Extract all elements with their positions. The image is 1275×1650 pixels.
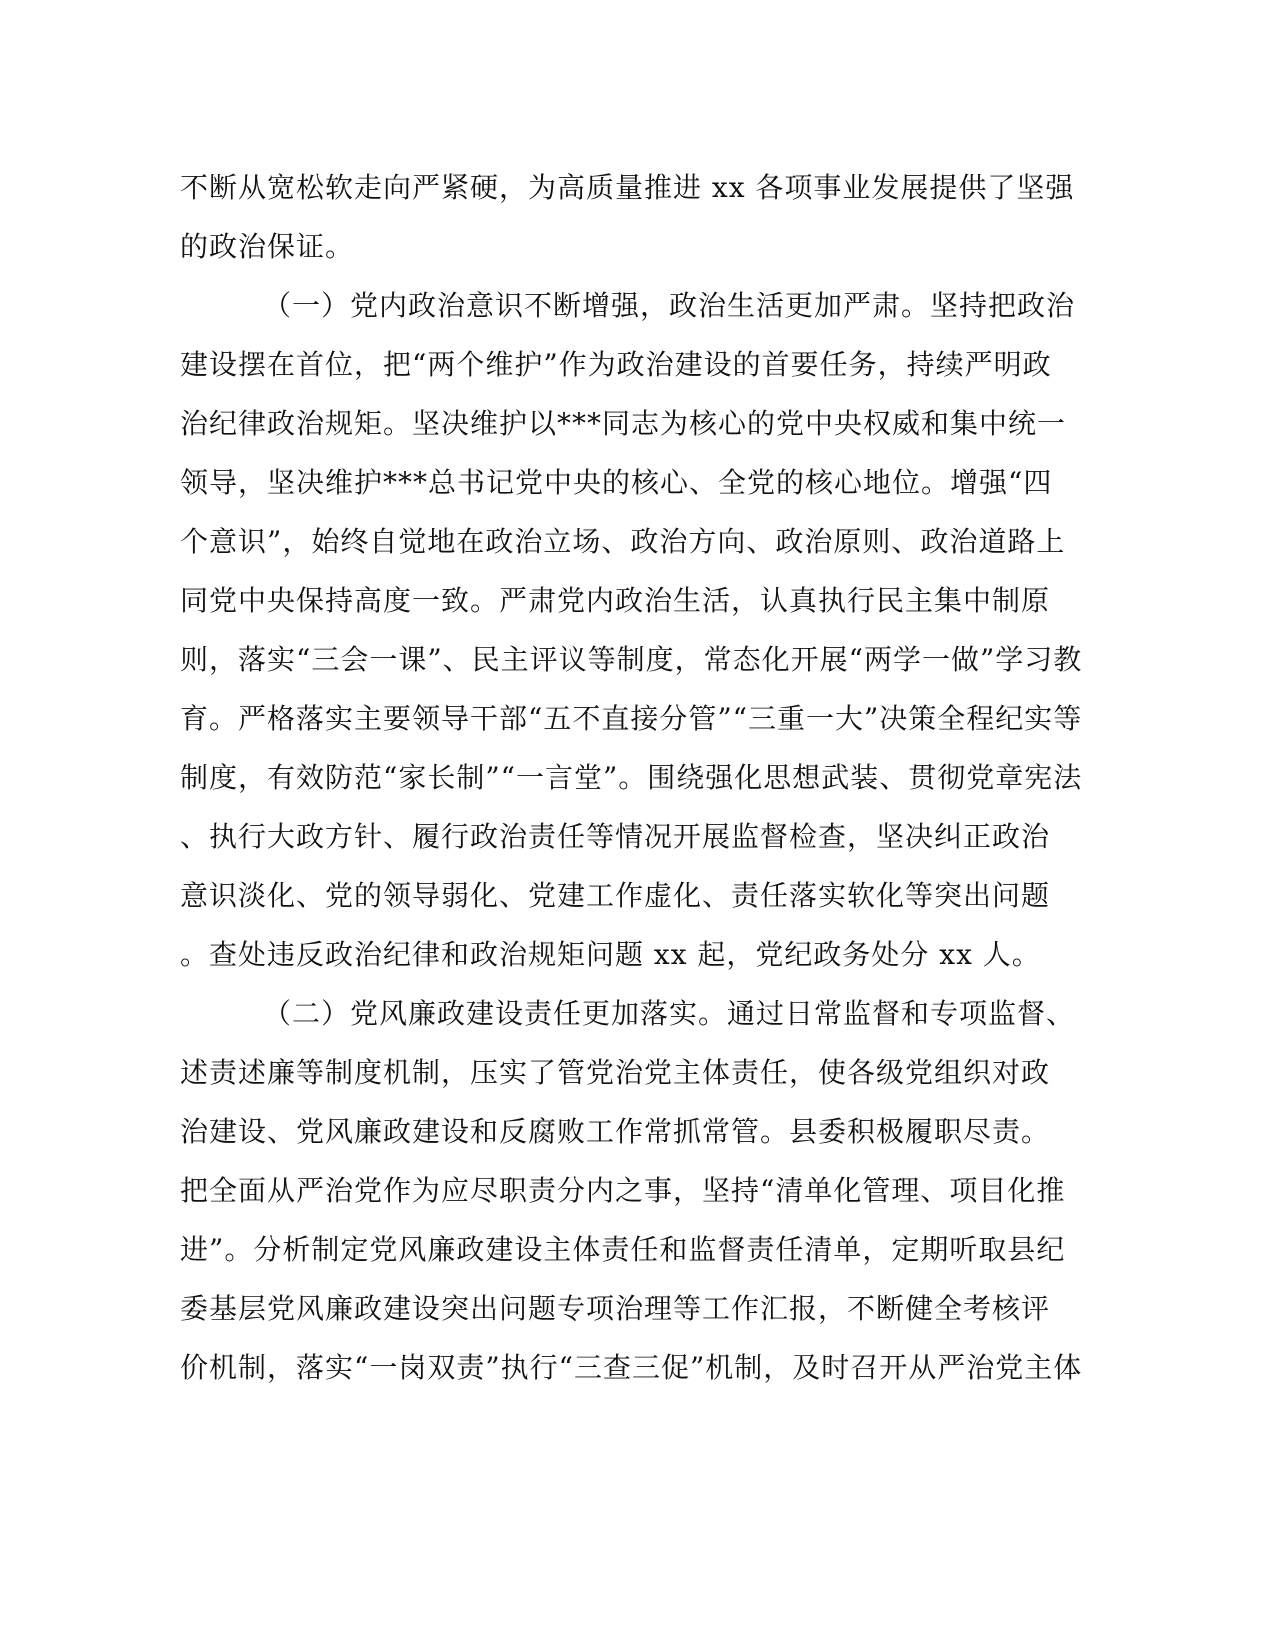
section-heading-line: （二）党风廉政建设责任更加落实。通过日常监督和专项监督、 — [263, 997, 1076, 1030]
text-line: 不断从宽松软走向严紧硬，为高质量推进 xx 各项事业发展提供了坚强 — [180, 171, 1075, 204]
text-line: 意识淡化、党的领导弱化、党建工作虚化、责任落实软化等突出问题 — [180, 879, 1051, 912]
text-line: 的政治保证。 — [180, 230, 355, 263]
text-line: 治纪律政治规矩。坚决维护以***同志为核心的党中央权威和集中统一 — [180, 407, 1067, 440]
text-line: 述责述廉等制度机制，压实了管党治党主体责任，使各级党组织对政 — [180, 1056, 1051, 1089]
text-line: 进”。分析制定党风廉政建设主体责任和监督责任清单，定期听取县纪 — [180, 1233, 1066, 1266]
text-line: 制度，有效防范“家长制”“一言堂”。围绕强化思想武装、贯彻党章宪法 — [180, 761, 1083, 794]
text-line: 领导，坚决维护***总书记党中央的核心、全党的核心地位。增强“四 — [180, 466, 1053, 499]
text-line: 治建设、党风廉政建设和反腐败工作常抓常管。县委积极履职尽责。 — [180, 1115, 1051, 1148]
text-line: 建设摆在首位，把“两个维护”作为政治建设的首要任务，持续严明政 — [180, 348, 1052, 381]
text-line: 育。严格落实主要领导干部“五不直接分管”“三重一大”决策全程纪实等 — [180, 702, 1083, 735]
text-line: 则，落实“三会一课”、民主评议等制度，常态化开展“两学一做”学习教 — [180, 643, 1083, 676]
text-line: 。查处违反政治纪律和政治规矩问题 xx 起，党纪政务处分 xx 人。 — [180, 938, 1041, 971]
text-line: 价机制，落实“一岗双责”执行“三查三促”机制，及时召开从严治党主体 — [180, 1351, 1083, 1384]
text-line: 把全面从严治党作为应尽职责分内之事，坚持“清单化管理、项目化推 — [180, 1174, 1066, 1207]
text-line: 同党中央保持高度一致。严肃党内政治生活，认真执行民主集中制原 — [180, 584, 1051, 617]
text-line: 、执行大政方针、履行政治责任等情况开展监督检查，坚决纠正政治 — [180, 820, 1051, 853]
section-heading-line: （一）党内政治意识不断增强，政治生活更加严肃。坚持把政治 — [263, 289, 1076, 322]
text-line: 个意识”，始终自觉地在政治立场、政治方向、政治原则、政治道路上 — [180, 525, 1066, 558]
text-line: 委基层党风廉政建设突出问题专项治理等工作汇报，不断健全考核评 — [180, 1292, 1051, 1325]
body-text — [180, 158, 1083, 1397]
